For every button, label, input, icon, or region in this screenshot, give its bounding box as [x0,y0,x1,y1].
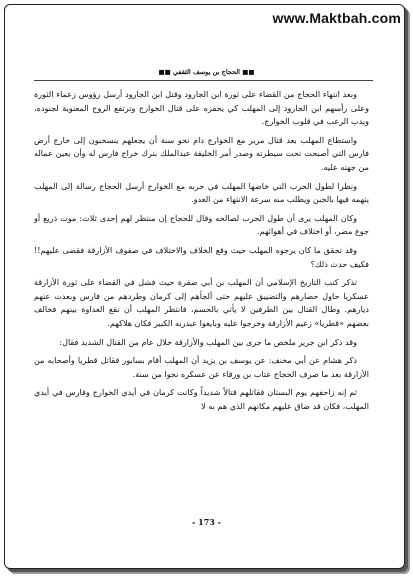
paragraph: ذكر هشام عن أبي مخنف: عن يوسف بن يزيد أن المهلب أقام بسابور فقاتل قطريا وأصحابه من الأزارقة بعد ما صرف الحجاج عتاب بن ورقاء عن عسكره نحوا من سنة. [34,355,369,379]
site-watermark: www.Maktbah.com [272,10,401,26]
paragraph: وقد ذكر ابن جرير ملخص ما جرى بين المهلب والأزارقة خلال عام من القتال الشديد فقال: [59,336,357,347]
paragraph: واستطاع المهلب بعد قتال مرير مع الخوارج دام نحو سنة أن يجعلهم ينسحبون إلى خارج أرض فارس التي أصبحت تحت سيطرته وصدر أمر الخليفة عبدالملك بترك خراج فارس له وأن يعين عماله من جهته عليه. [34,134,369,172]
paragraph: وبعد انتهاء الحجاج من القضاء على ثورة ابن الجارود وقتل ابن الجارود أرسل رؤوس زعماء الثورة وعلى رأسهم ابن الجارود إلى المهلب كي يحفزه على قتال الخوارج وترتفع الروح المعنوية لجنوده، ويدب الرعب في قلوب الخوارج. [34,89,369,127]
header-rule [34,80,373,81]
paragraph: وكان المهلب يرى أن طول الحرب لصالحه وقال للحجاج إن منتظر لهم إحدى ثلاث: موت ذريع أو جوع مضر، أو اختلاف في أهوائهم. [34,212,369,237]
paragraph: ثم إنه زاحفهم يوم البستان فقاتلهم قتالاً شديداً وكانت كرمان في أيدي الخوارج وفارس في أيدي المهلب، فكان قد ضاق عليهم مكانهم الذي هم به لا [34,387,369,411]
body-text [34,88,369,418]
paragraph: وقد تحقق ما كان يرجوه المهلب حيث وقع الخلاف والاختلاف في صفوف الأزارقة فقضى عليهم!! فكيف حدث ذلك؟ [34,244,369,269]
paragraph: تذكر كتب التاريخ الإسلامي أن المهلب بن أبي صفرة حيث فشل في القضاء على ثورة الأزارقة عسكريا حاول حصارهم والتضييق عليهم حتى ألجأهم إلى كرمان وطردهم من فارس وبعدت عنهم ديارهم. وطال القتال بين الطرفين لا يأتي بالحسم، فانتظر المهلب أن تقع العداوة بينهم فخالف بعضهم «قطريا» زعيم الأزارقة وخرجوا عليه وبايعوا عبدربه الكبير فكان هلاكهم. [34,277,369,328]
page-number: - 173 - [192,517,221,527]
running-header: ■■ الحجاج بن يوسف الثقفي ■■ [158,68,255,76]
paragraph: ونظرا لطول الحرب التي خاضها المهلب في حربه مع الخوارج أرسل الحجاج رسالة إلى المهلب يتهمه فيها بالجبن ويطلب منه سرعة الانتهاء من العدو. [34,180,369,205]
